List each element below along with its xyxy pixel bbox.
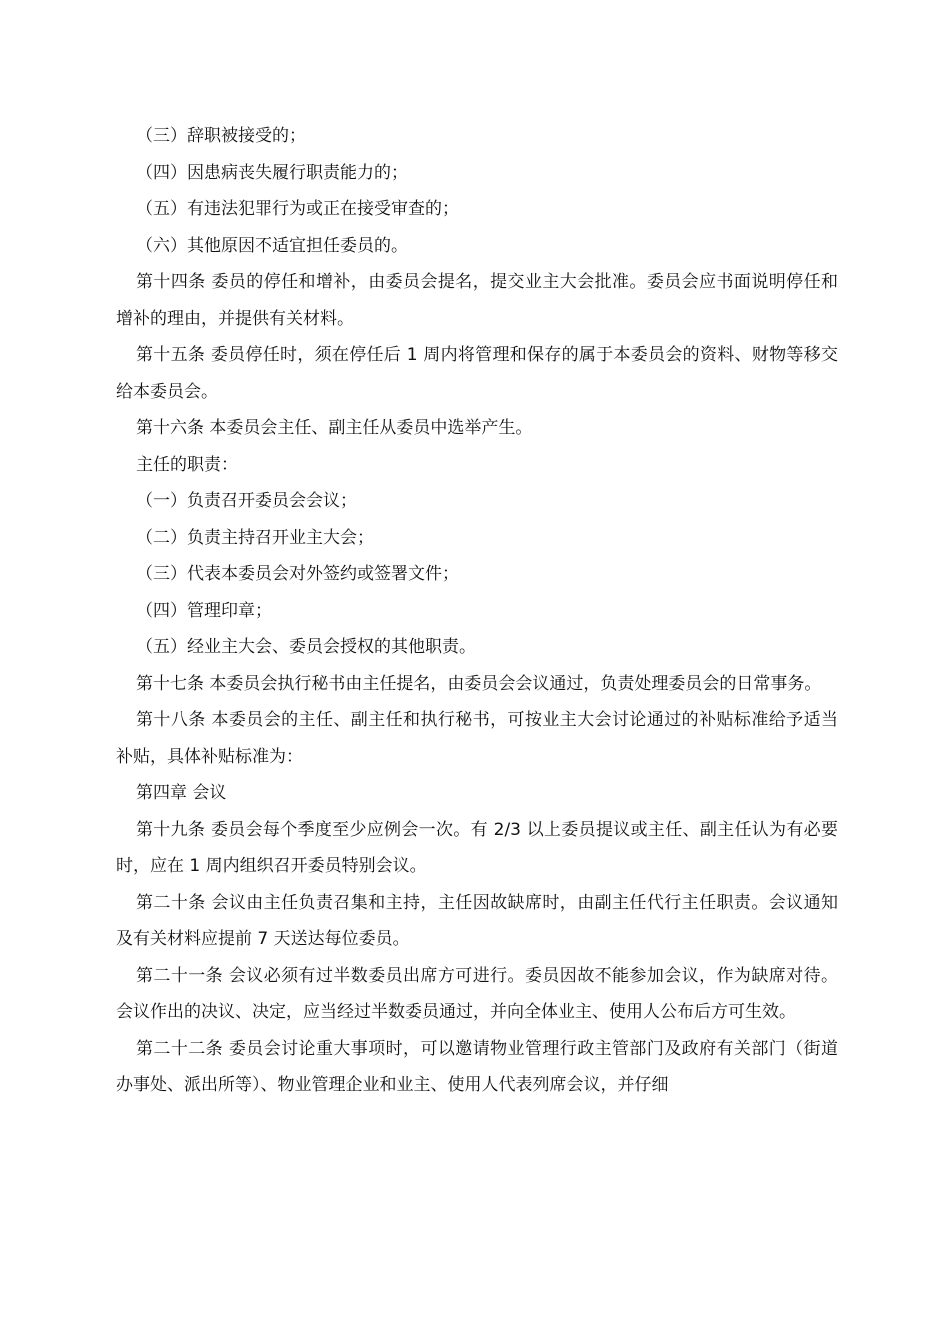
director-duties-heading: 主任的职责： <box>136 454 238 475</box>
duty-item-5: （五）经业主大会、委员会授权的其他职责。 <box>136 637 476 657</box>
article-18: 第十八条 本委员会的主任、副主任和执行秘书，可按业主大会讨论通过的补贴标准给予适当补贴，具体补贴标准为： <box>116 710 838 767</box>
article-20: 第二十条 会议由主任负责召集和主持，主任因故缺席时，由副主任代行主任职责。会议通知及有关材料应提前 7 天送达每位委员。 <box>116 892 838 949</box>
clause-item-5-illegal: （五）有违法犯罪行为或正在接受审查的； <box>136 199 459 219</box>
duty-item-1: （一）负责召开委员会会议； <box>136 491 357 511</box>
clause-item-6-other: （六）其他原因不适宜担任委员的。 <box>136 235 408 256</box>
duty-item-3: （三）代表本委员会对外签约或签署文件； <box>136 564 459 584</box>
article-15: 第十五条 委员停任时，须在停任后 1 周内将管理和保存的属于本委员会的资料、财物等移交给本委员会。 <box>116 345 838 402</box>
article-22: 第二十二条 委员会讨论重大事项时，可以邀请物业管理行政主管部门及政府有关部门（街道办事处、派出所等）、物业管理企业和业主、使用人代表列席会议，并仔细 <box>116 1038 838 1095</box>
article-19: 第十九条 委员会每个季度至少应例会一次。有 2/3 以上委员提议或主任、副主任认为有必要时，应在 1 周内组织召开委员特别会议。 <box>116 819 838 876</box>
article-16: 第十六条 本委员会主任、副主任从委员中选举产生。 <box>136 418 533 438</box>
clause-item-3-resignation: （三）辞职被接受的； <box>136 126 306 146</box>
duty-item-2: （二）负责主持召开业主大会； <box>136 527 374 548</box>
duty-item-4: （四）管理印章； <box>136 600 272 621</box>
article-17: 第十七条 本委员会执行秘书由主任提名，由委员会会议通过，负责处理委员会的日常事务。 <box>136 673 822 694</box>
document-body <box>116 118 838 1104</box>
chapter-4-heading: 第四章 会议 <box>136 783 227 803</box>
article-21: 第二十一条 会议必须有过半数委员出席方可进行。委员因故不能参加会议，作为缺席对待。会议作出的决议、决定，应当经过半数委员通过，并向全体业主、使用人公布后方可生效。 <box>116 965 838 1022</box>
article-14: 第十四条 委员的停任和增补，由委员会提名，提交业主大会批准。委员会应书面说明停任和增补的理由，并提供有关材料。 <box>116 272 838 329</box>
clause-item-4-illness: （四）因患病丧失履行职责能力的； <box>136 162 408 183</box>
